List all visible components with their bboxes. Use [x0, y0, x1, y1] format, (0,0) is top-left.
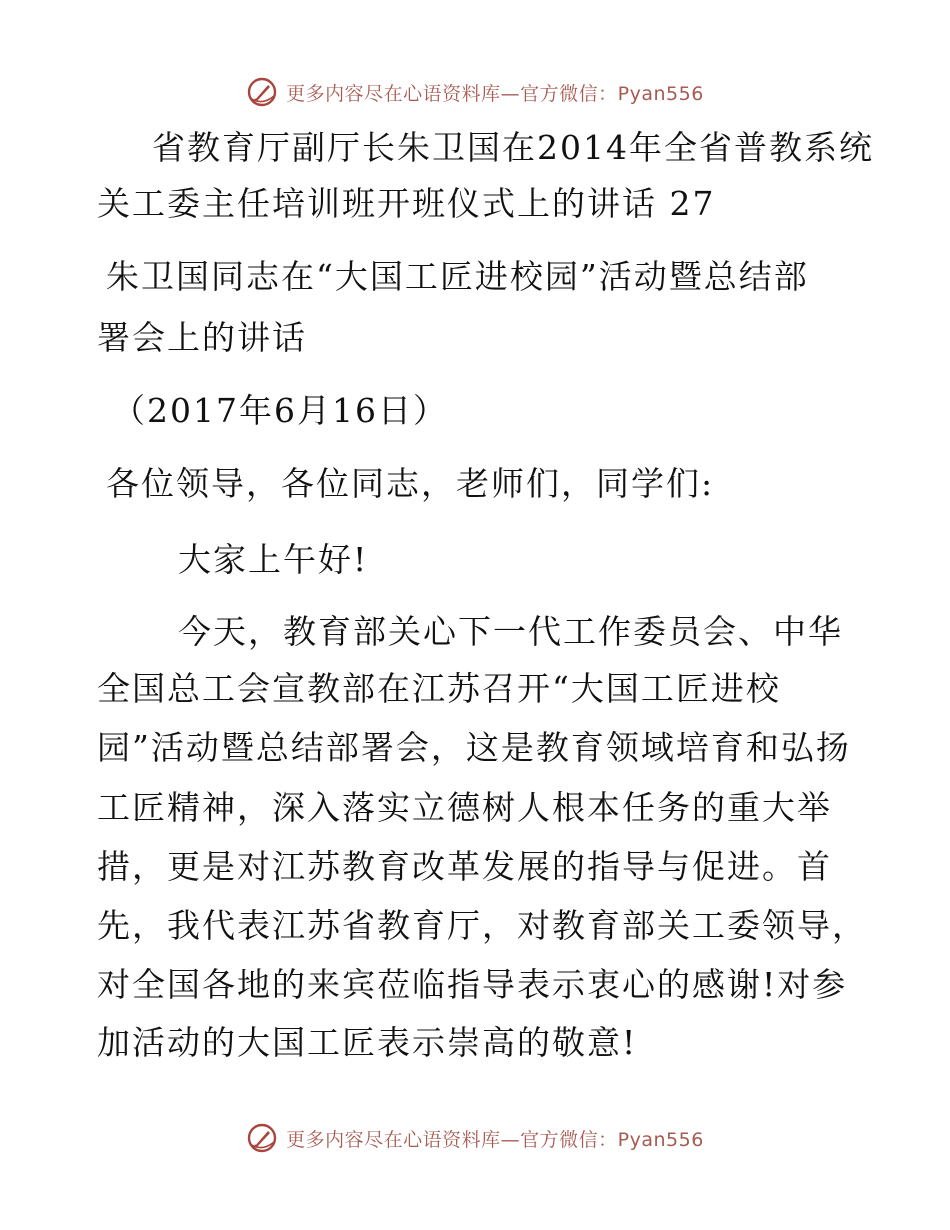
footer-watermark	[0, 1118, 950, 1158]
heading-line-2: 关工委主任培训班开班仪式上的讲话 27	[97, 184, 716, 223]
paragraph-line-7: 对全国各地的来宾莅临指导表示衷心的感谢!对参	[97, 965, 848, 1004]
paragraph-line-8: 加活动的大国工匠表示崇高的敬意!	[97, 1023, 638, 1062]
speech-title-line-2: 署会上的讲话	[97, 318, 307, 357]
paragraph-line-4: 工匠精神，深入落实立德树人根本任务的重大举	[97, 788, 832, 827]
paragraph-line-3: 园”活动暨总结部署会，这是教育领域培育和弘扬	[97, 728, 851, 767]
paragraph-line-6: 先，我代表江苏省教育厅，对教育部关工委领导，	[97, 906, 867, 945]
speech-date: （2017年6月16日）	[112, 391, 448, 430]
heading-line-1: 省教育厅副厅长朱卫国在2014年全省普教系统	[152, 128, 874, 167]
watermark-text: 更多内容尽在心语资料库—官方微信：Pyan556	[286, 1128, 704, 1151]
greeting: 各位领导，各位同志，老师们，同学们:	[106, 464, 715, 503]
quill-pen-seal-icon	[246, 76, 278, 108]
paragraph-line-2: 全国总工会宣教部在江苏召开“大国工匠进校	[97, 669, 781, 708]
opening-line: 大家上午好!	[178, 540, 369, 579]
paragraph-line-5: 措，更是对江苏教育改革发展的指导与促进。首	[97, 847, 832, 886]
watermark-text: 更多内容尽在心语资料库—官方微信：Pyan556	[286, 82, 704, 105]
speech-title-line-1: 朱卫国同志在“大国工匠进校园”活动暨总结部	[106, 257, 809, 296]
quill-pen-seal-icon	[246, 1122, 278, 1154]
header-watermark	[0, 72, 950, 112]
paragraph-line-1: 今天，教育部关心下一代工作委员会、中华	[178, 612, 843, 651]
